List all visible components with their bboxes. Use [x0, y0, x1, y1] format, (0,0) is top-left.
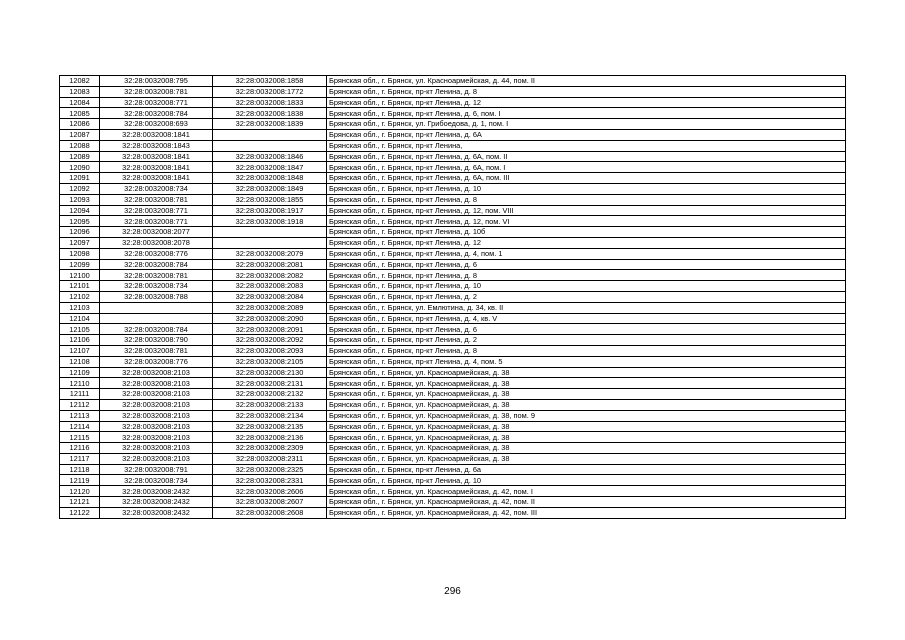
land-cadastral-number-cell: 32:28:0032008:781	[100, 345, 213, 356]
land-cadastral-number-cell: 32:28:0032008:2103	[100, 443, 213, 454]
land-cadastral-number-cell: 32:28:0032008:2103	[100, 389, 213, 400]
registry-table-body	[60, 76, 846, 519]
object-cadastral-number-cell: 32:28:0032008:1917	[213, 205, 327, 216]
table-row	[60, 259, 846, 270]
land-cadastral-number-cell: 32:28:0032008:2103	[100, 410, 213, 421]
address-cell: Брянская обл., г. Брянск, пр-кт Ленина, д. 4, пом. 5	[327, 356, 846, 367]
object-cadastral-number-cell: 32:28:0032008:1772	[213, 86, 327, 97]
land-cadastral-number-cell: 32:28:0032008:734	[100, 281, 213, 292]
row-number-cell: 12091	[60, 173, 100, 184]
table-row	[60, 432, 846, 443]
land-cadastral-number-cell: 32:28:0032008:791	[100, 464, 213, 475]
table-row	[60, 140, 846, 151]
row-number-cell: 12121	[60, 497, 100, 508]
table-row	[60, 497, 846, 508]
page-number: 296	[444, 586, 461, 597]
address-cell: Брянская обл., г. Брянск, пр-кт Ленина, д. 8	[327, 86, 846, 97]
table-row	[60, 270, 846, 281]
land-cadastral-number-cell: 32:28:0032008:2103	[100, 378, 213, 389]
object-cadastral-number-cell: 32:28:0032008:1849	[213, 183, 327, 194]
address-cell: Брянская обл., г. Брянск, пр-кт Ленина, д. 4, пом. 1	[327, 248, 846, 259]
table-row	[60, 464, 846, 475]
row-number-cell: 12111	[60, 389, 100, 400]
table-row	[60, 367, 846, 378]
object-cadastral-number-cell: 32:28:0032008:2132	[213, 389, 327, 400]
land-cadastral-number-cell: 32:28:0032008:784	[100, 108, 213, 119]
object-cadastral-number-cell: 32:28:0032008:2608	[213, 507, 327, 518]
land-cadastral-number-cell: 32:28:0032008:781	[100, 270, 213, 281]
address-cell: Брянская обл., г. Брянск, пр-кт Ленина, д. 8	[327, 194, 846, 205]
land-cadastral-number-cell: 32:28:0032008:2103	[100, 399, 213, 410]
address-cell: Брянская обл., г. Брянск, пр-кт Ленина, д. 12	[327, 237, 846, 248]
table-row	[60, 443, 846, 454]
land-cadastral-number-cell	[100, 302, 213, 313]
row-number-cell: 12087	[60, 129, 100, 140]
address-cell: Брянская обл., г. Брянск, пр-кт Ленина, д. 12	[327, 97, 846, 108]
object-cadastral-number-cell	[213, 237, 327, 248]
table-row	[60, 389, 846, 400]
land-cadastral-number-cell: 32:28:0032008:734	[100, 475, 213, 486]
object-cadastral-number-cell: 32:28:0032008:1855	[213, 194, 327, 205]
address-cell: Брянская обл., г. Брянск, ул. Красноармейская, д. 38, пом. 9	[327, 410, 846, 421]
object-cadastral-number-cell: 32:28:0032008:2079	[213, 248, 327, 259]
table-row	[60, 324, 846, 335]
land-cadastral-number-cell: 32:28:0032008:784	[100, 324, 213, 335]
address-cell: Брянская обл., г. Брянск, пр-кт Ленина, д. 10	[327, 281, 846, 292]
land-cadastral-number-cell: 32:28:0032008:734	[100, 183, 213, 194]
table-row	[60, 129, 846, 140]
object-cadastral-number-cell: 32:28:0032008:2311	[213, 453, 327, 464]
table-row	[60, 281, 846, 292]
land-cadastral-number-cell: 32:28:0032008:2103	[100, 453, 213, 464]
table-row	[60, 453, 846, 464]
address-cell: Брянская обл., г. Брянск, пр-кт Ленина, д. 6, пом. I	[327, 108, 846, 119]
row-number-cell: 12093	[60, 194, 100, 205]
row-number-cell: 12118	[60, 464, 100, 475]
object-cadastral-number-cell: 32:28:0032008:2091	[213, 324, 327, 335]
table-row	[60, 356, 846, 367]
land-cadastral-number-cell: 32:28:0032008:2432	[100, 497, 213, 508]
object-cadastral-number-cell: 32:28:0032008:2131	[213, 378, 327, 389]
land-cadastral-number-cell: 32:28:0032008:2078	[100, 237, 213, 248]
table-row	[60, 227, 846, 238]
row-number-cell: 12108	[60, 356, 100, 367]
address-cell: Брянская обл., г. Брянск, ул. Красноармейская, д. 38	[327, 453, 846, 464]
address-cell: Брянская обл., г. Брянск, пр-кт Ленина, д. 6	[327, 259, 846, 270]
row-number-cell: 12083	[60, 86, 100, 97]
land-cadastral-number-cell: 32:28:0032008:771	[100, 205, 213, 216]
land-cadastral-number-cell: 32:28:0032008:781	[100, 194, 213, 205]
object-cadastral-number-cell: 32:28:0032008:2081	[213, 259, 327, 270]
address-cell: Брянская обл., г. Брянск, ул. Емлютина, д. 34, кв. II	[327, 302, 846, 313]
object-cadastral-number-cell: 32:28:0032008:1847	[213, 162, 327, 173]
object-cadastral-number-cell: 32:28:0032008:2090	[213, 313, 327, 324]
address-cell: Брянская обл., г. Брянск, ул. Красноармейская, д. 42, пом. III	[327, 507, 846, 518]
table-row	[60, 216, 846, 227]
table-row	[60, 248, 846, 259]
table-row	[60, 291, 846, 302]
object-cadastral-number-cell	[213, 140, 327, 151]
object-cadastral-number-cell: 32:28:0032008:2092	[213, 335, 327, 346]
row-number-cell: 12095	[60, 216, 100, 227]
table-row	[60, 335, 846, 346]
object-cadastral-number-cell: 32:28:0032008:2084	[213, 291, 327, 302]
object-cadastral-number-cell: 32:28:0032008:1848	[213, 173, 327, 184]
row-number-cell: 12122	[60, 507, 100, 518]
row-number-cell: 12109	[60, 367, 100, 378]
land-cadastral-number-cell: 32:28:0032008:771	[100, 216, 213, 227]
row-number-cell: 12120	[60, 486, 100, 497]
land-cadastral-number-cell: 32:28:0032008:693	[100, 119, 213, 130]
table-row	[60, 194, 846, 205]
row-number-cell: 12119	[60, 475, 100, 486]
table-row	[60, 173, 846, 184]
address-cell: Брянская обл., г. Брянск, пр-кт Ленина, д. 12, пом. VI	[327, 216, 846, 227]
address-cell: Брянская обл., г. Брянск, ул. Красноармейская, д. 38	[327, 399, 846, 410]
land-cadastral-number-cell: 32:28:0032008:2103	[100, 367, 213, 378]
row-number-cell: 12103	[60, 302, 100, 313]
land-cadastral-number-cell: 32:28:0032008:1841	[100, 151, 213, 162]
table-row	[60, 410, 846, 421]
address-cell: Брянская обл., г. Брянск, пр-кт Ленина,	[327, 140, 846, 151]
row-number-cell: 12105	[60, 324, 100, 335]
address-cell: Брянская обл., г. Брянск, ул. Красноармейская, д. 42, пом. II	[327, 497, 846, 508]
table-row	[60, 237, 846, 248]
row-number-cell: 12094	[60, 205, 100, 216]
object-cadastral-number-cell	[213, 227, 327, 238]
object-cadastral-number-cell: 32:28:0032008:2134	[213, 410, 327, 421]
table-row	[60, 76, 846, 87]
land-cadastral-number-cell: 32:28:0032008:1841	[100, 162, 213, 173]
row-number-cell: 12099	[60, 259, 100, 270]
object-cadastral-number-cell: 32:28:0032008:1918	[213, 216, 327, 227]
land-cadastral-number-cell: 32:28:0032008:776	[100, 356, 213, 367]
land-cadastral-number-cell: 32:28:0032008:2432	[100, 486, 213, 497]
address-cell: Брянская обл., г. Брянск, пр-кт Ленина, д. 6	[327, 324, 846, 335]
row-number-cell: 12086	[60, 119, 100, 130]
address-cell: Брянская обл., г. Брянск, пр-кт Ленина, д. 10	[327, 475, 846, 486]
land-cadastral-number-cell: 32:28:0032008:781	[100, 86, 213, 97]
object-cadastral-number-cell: 32:28:0032008:1846	[213, 151, 327, 162]
table-row	[60, 313, 846, 324]
land-cadastral-number-cell: 32:28:0032008:795	[100, 76, 213, 87]
object-cadastral-number-cell: 32:28:0032008:2135	[213, 421, 327, 432]
row-number-cell: 12107	[60, 345, 100, 356]
land-cadastral-number-cell: 32:28:0032008:1843	[100, 140, 213, 151]
object-cadastral-number-cell: 32:28:0032008:2309	[213, 443, 327, 454]
address-cell: Брянская обл., г. Брянск, пр-кт Ленина, д. 6А, пом. I	[327, 162, 846, 173]
address-cell: Брянская обл., г. Брянск, ул. Красноармейская, д. 44, пом. II	[327, 76, 846, 87]
land-cadastral-number-cell: 32:28:0032008:1841	[100, 129, 213, 140]
object-cadastral-number-cell: 32:28:0032008:1838	[213, 108, 327, 119]
address-cell: Брянская обл., г. Брянск, пр-кт Ленина, д. 4, кв. V	[327, 313, 846, 324]
address-cell: Брянская обл., г. Брянск, пр-кт Ленина, д. 8	[327, 345, 846, 356]
object-cadastral-number-cell: 32:28:0032008:2136	[213, 432, 327, 443]
address-cell: Брянская обл., г. Брянск, ул. Красноармейская, д. 42, пом. I	[327, 486, 846, 497]
object-cadastral-number-cell: 32:28:0032008:2130	[213, 367, 327, 378]
land-cadastral-number-cell: 32:28:0032008:788	[100, 291, 213, 302]
land-cadastral-number-cell: 32:28:0032008:776	[100, 248, 213, 259]
object-cadastral-number-cell	[213, 129, 327, 140]
row-number-cell: 12100	[60, 270, 100, 281]
row-number-cell: 12084	[60, 97, 100, 108]
land-cadastral-number-cell: 32:28:0032008:784	[100, 259, 213, 270]
object-cadastral-number-cell: 32:28:0032008:2082	[213, 270, 327, 281]
row-number-cell: 12116	[60, 443, 100, 454]
object-cadastral-number-cell: 32:28:0032008:2325	[213, 464, 327, 475]
address-cell: Брянская обл., г. Брянск, пр-кт Ленина, д. 12, пом. VIII	[327, 205, 846, 216]
row-number-cell: 12082	[60, 76, 100, 87]
table-row	[60, 421, 846, 432]
land-cadastral-number-cell	[100, 313, 213, 324]
table-row	[60, 97, 846, 108]
row-number-cell: 12113	[60, 410, 100, 421]
object-cadastral-number-cell: 32:28:0032008:1839	[213, 119, 327, 130]
table-row	[60, 486, 846, 497]
row-number-cell: 12097	[60, 237, 100, 248]
table-row	[60, 345, 846, 356]
address-cell: Брянская обл., г. Брянск, пр-кт Ленина, д. 6А	[327, 129, 846, 140]
row-number-cell: 12117	[60, 453, 100, 464]
land-cadastral-number-cell: 32:28:0032008:2077	[100, 227, 213, 238]
object-cadastral-number-cell: 32:28:0032008:2083	[213, 281, 327, 292]
address-cell: Брянская обл., г. Брянск, ул. Грибоедова, д. 1, пом. I	[327, 119, 846, 130]
address-cell: Брянская обл., г. Брянск, ул. Красноармейская, д. 38	[327, 443, 846, 454]
registry-table	[59, 75, 846, 519]
table-row	[60, 108, 846, 119]
address-cell: Брянская обл., г. Брянск, ул. Красноармейская, д. 38	[327, 378, 846, 389]
land-cadastral-number-cell: 32:28:0032008:2432	[100, 507, 213, 518]
table-row	[60, 119, 846, 130]
table-row	[60, 86, 846, 97]
table-row	[60, 162, 846, 173]
table-row	[60, 475, 846, 486]
address-cell: Брянская обл., г. Брянск, ул. Красноармейская, д. 38	[327, 421, 846, 432]
row-number-cell: 12101	[60, 281, 100, 292]
land-cadastral-number-cell: 32:28:0032008:1841	[100, 173, 213, 184]
address-cell: Брянская обл., г. Брянск, пр-кт Ленина, д. 6А, пом. III	[327, 173, 846, 184]
object-cadastral-number-cell: 32:28:0032008:2133	[213, 399, 327, 410]
table-row	[60, 507, 846, 518]
row-number-cell: 12085	[60, 108, 100, 119]
land-cadastral-number-cell: 32:28:0032008:2103	[100, 421, 213, 432]
table-row	[60, 378, 846, 389]
row-number-cell: 12088	[60, 140, 100, 151]
object-cadastral-number-cell: 32:28:0032008:2105	[213, 356, 327, 367]
object-cadastral-number-cell: 32:28:0032008:1833	[213, 97, 327, 108]
object-cadastral-number-cell: 32:28:0032008:1858	[213, 76, 327, 87]
row-number-cell: 12115	[60, 432, 100, 443]
table-row	[60, 399, 846, 410]
address-cell: Брянская обл., г. Брянск, ул. Красноармейская, д. 38	[327, 389, 846, 400]
row-number-cell: 12110	[60, 378, 100, 389]
address-cell: Брянская обл., г. Брянск, пр-кт Ленина, д. 2	[327, 291, 846, 302]
object-cadastral-number-cell: 32:28:0032008:2089	[213, 302, 327, 313]
object-cadastral-number-cell: 32:28:0032008:2606	[213, 486, 327, 497]
land-cadastral-number-cell: 32:28:0032008:790	[100, 335, 213, 346]
row-number-cell: 12090	[60, 162, 100, 173]
row-number-cell: 12102	[60, 291, 100, 302]
land-cadastral-number-cell: 32:28:0032008:2103	[100, 432, 213, 443]
row-number-cell: 12104	[60, 313, 100, 324]
address-cell: Брянская обл., г. Брянск, пр-кт Ленина, д. 10	[327, 183, 846, 194]
address-cell: Брянская обл., г. Брянск, пр-кт Ленина, д. 6а	[327, 464, 846, 475]
land-cadastral-number-cell: 32:28:0032008:771	[100, 97, 213, 108]
table-row	[60, 302, 846, 313]
address-cell: Брянская обл., г. Брянск, ул. Красноармейская, д. 38	[327, 432, 846, 443]
row-number-cell: 12112	[60, 399, 100, 410]
object-cadastral-number-cell: 32:28:0032008:2093	[213, 345, 327, 356]
row-number-cell: 12096	[60, 227, 100, 238]
address-cell: Брянская обл., г. Брянск, пр-кт Ленина, д. 6А, пом. II	[327, 151, 846, 162]
row-number-cell: 12106	[60, 335, 100, 346]
address-cell: Брянская обл., г. Брянск, пр-кт Ленина, д. 10б	[327, 227, 846, 238]
table-row	[60, 183, 846, 194]
row-number-cell: 12098	[60, 248, 100, 259]
row-number-cell: 12092	[60, 183, 100, 194]
object-cadastral-number-cell: 32:28:0032008:2331	[213, 475, 327, 486]
address-cell: Брянская обл., г. Брянск, ул. Красноармейская, д. 38	[327, 367, 846, 378]
table-row	[60, 151, 846, 162]
row-number-cell: 12089	[60, 151, 100, 162]
address-cell: Брянская обл., г. Брянск, пр-кт Ленина, д. 2	[327, 335, 846, 346]
address-cell: Брянская обл., г. Брянск, пр-кт Ленина, д. 8	[327, 270, 846, 281]
object-cadastral-number-cell: 32:28:0032008:2607	[213, 497, 327, 508]
table-row	[60, 205, 846, 216]
row-number-cell: 12114	[60, 421, 100, 432]
